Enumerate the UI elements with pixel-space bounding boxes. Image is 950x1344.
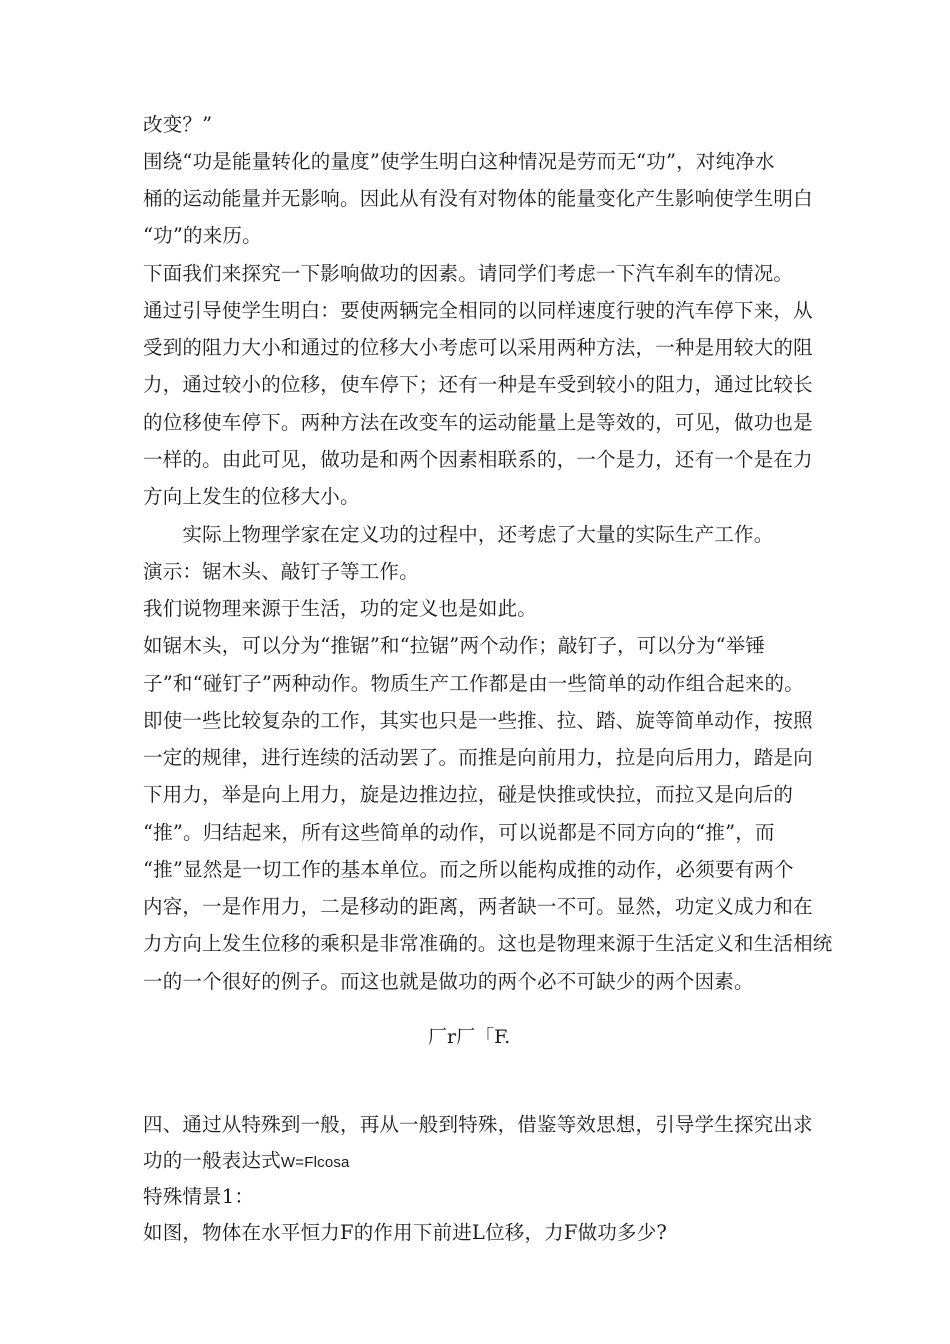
section-title-prefix: 功的一般表达式 — [143, 1149, 281, 1172]
text-line: 力，通过较小的位移，使车停下；还有一种是车受到较小的阻力，通过比较长 — [143, 373, 813, 396]
text-line: “推”显然是一切工作的基本单位。而之所以能构成推的动作，必须要有两个 — [143, 858, 794, 881]
text-line: 下用力，举是向上用力，旋是边推边拉，碰是快推或快拉，而拉又是向后的 — [143, 783, 794, 806]
text-line: “推”。归结起来，所有这些简单的动作，可以说都是不同方向的“推”，而 — [143, 821, 775, 844]
text-line: 的位移使车停下。两种方法在改变车的运动能量上是等效的，可见，做功也是 — [143, 411, 813, 434]
text-line: 一定的规律，进行连续的活动罢了。而推是向前用力，拉是向后用力，踏是向 — [143, 746, 813, 769]
scenario-label: 特殊情景1： — [143, 1185, 255, 1208]
text-line: 子”和“碰钉子”两种动作。物质生产工作都是由一些简单的动作组合起来的。 — [143, 672, 804, 695]
figure-fragment-text: 厂r厂「F. — [428, 1026, 511, 1048]
text-line: 桶的运动能量并无影响。因此从有没有对物体的能量变化产生影响使学生明白 — [143, 187, 813, 210]
text-line: “功”的来历。 — [143, 224, 262, 247]
text-line: 一的一个很好的例子。而这也就是做功的两个必不可缺少的两个因素。 — [143, 970, 754, 993]
section-title: 四、通过从特殊到一般，再从一般到特殊，借鉴等效思想，引导学生探究出求 — [143, 1113, 813, 1136]
text-line: 内容，一是作用力，二是移动的距离，两者缺一不可。显然，功定义成力和在 — [143, 895, 813, 918]
question-text: 如图，物体在水平恒力F的作用下前进L位移，力F做功多少? — [143, 1221, 668, 1244]
section-title-line-2 — [143, 1148, 350, 1176]
text-line: 改变？” — [143, 113, 213, 136]
text-line: 方向上发生的位移大小。 — [143, 485, 360, 508]
work-formula: W=Flcosa — [280, 1154, 350, 1171]
text-line: 受到的阻力大小和通过的位移大小考虑可以采用两种方法，一种是用较大的阻 — [143, 336, 813, 359]
text-line: 如锯木头，可以分为“推锯”和“拉锯”两个动作；敲钉子，可以分为“举锤 — [143, 634, 766, 657]
text-line: 演示：锯木头、敲钉子等工作。 — [143, 560, 419, 583]
text-line: 即使一些比较复杂的工作，其实也只是一些推、拉、踏、旋等简单动作，按照 — [143, 709, 813, 732]
text-line: 力方向上发生位移的乘积是非常准确的。这也是物理来源于生活定义和生活相统 — [143, 932, 833, 955]
text-line: 实际上物理学家在定义功的过程中，还考虑了大量的实际生产工作。 — [143, 523, 774, 546]
text-line: 围绕“功是能量转化的量度”使学生明白这种情况是劳而无“功”，对纯净水 — [143, 150, 775, 173]
text-line: 我们说物理来源于生活，功的定义也是如此。 — [143, 597, 538, 620]
text-line: 下面我们来探究一下影响做功的因素。请同学们考虑一下汽车刹车的情况。 — [143, 262, 794, 285]
text-line: 通过引导使学生明白：要使两辆完全相同的以同样速度行驶的汽车停下来，从 — [143, 299, 813, 322]
text-line: 一样的。由此可见，做功是和两个因素相联系的，一个是力，还有一个是在力 — [143, 448, 813, 471]
